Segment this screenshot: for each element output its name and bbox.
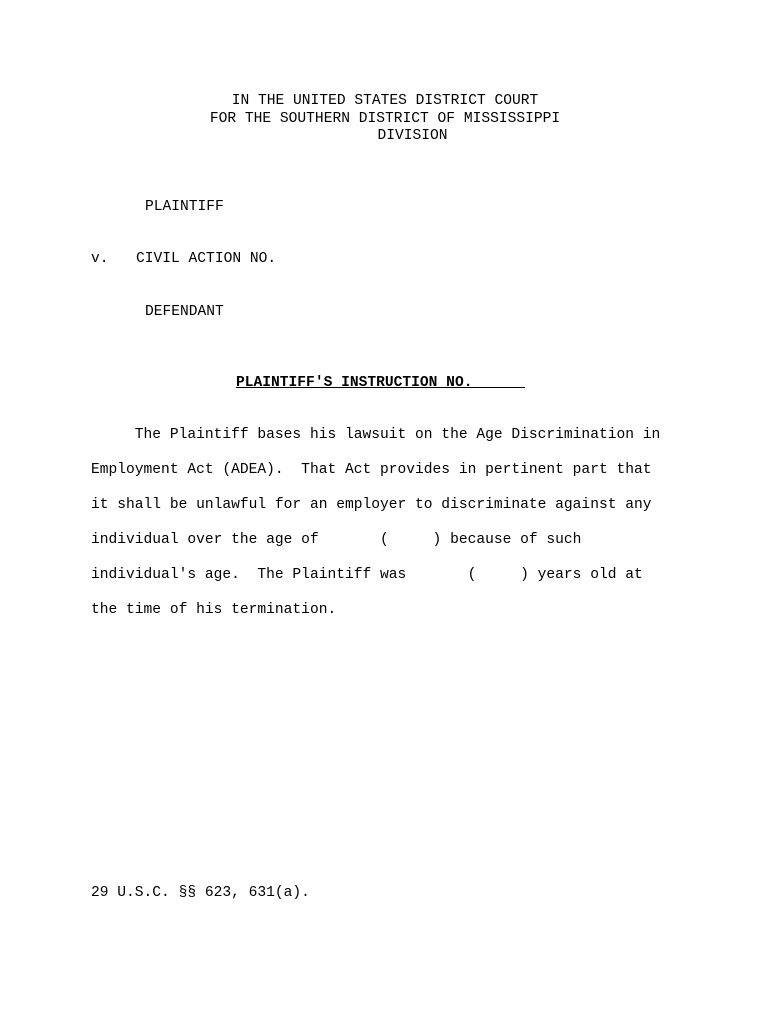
defendant-label: DEFENDANT (145, 304, 224, 320)
plaintiff-label: PLAINTIFF (145, 199, 224, 215)
court-line-3: DIVISION (377, 128, 448, 144)
citation: 29 U.S.C. §§ 623, 631(a). (91, 885, 310, 901)
body-line: individual over the age of ( ) because of such (91, 532, 582, 548)
court-line-2: FOR THE SOUTHERN DISTRICT OF MISSISSIPPI (209, 110, 561, 127)
body-line: it shall be unlawful for an employer to discriminate against any (91, 497, 652, 513)
body-line: individual's age. The Plaintiff was ( ) years old at (91, 567, 643, 583)
court-line-1: IN THE UNITED STATES DISTRICT COURT (231, 93, 539, 109)
versus-label: v. (91, 251, 109, 267)
body-line: Employment Act (ADEA). That Act provides in pertinent part that (91, 462, 652, 478)
instruction-body (91, 427, 691, 637)
body-line: The Plaintiff bases his lawsuit on the Age Discrimination in (91, 427, 661, 443)
instruction-title: PLAINTIFF'S INSTRUCTION NO. (236, 375, 526, 391)
body-line: the time of his termination. (91, 602, 337, 618)
court-heading (0, 93, 770, 146)
civil-action-label: CIVIL ACTION NO. (136, 251, 277, 267)
